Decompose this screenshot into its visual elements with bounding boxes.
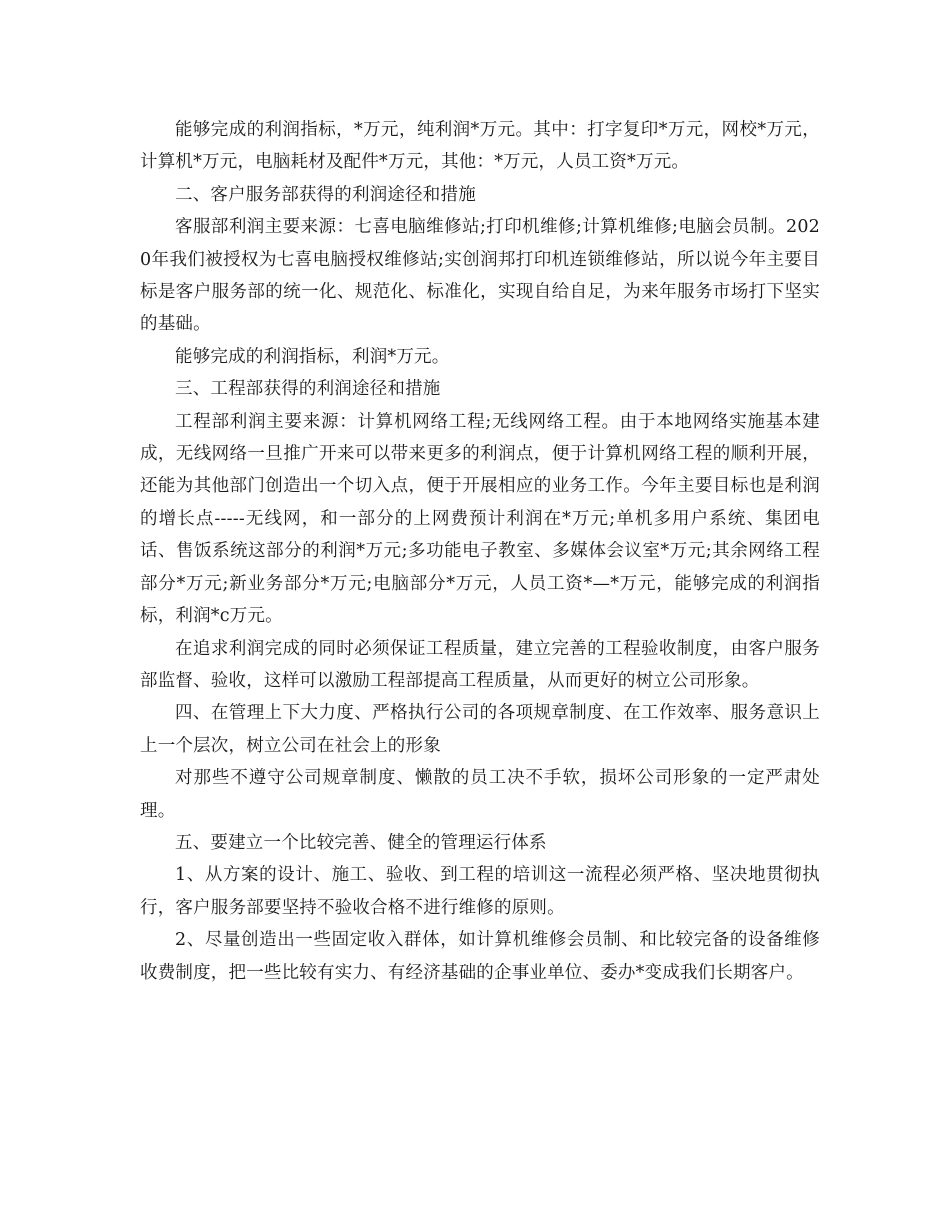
- heading-customer-service: 二、客户服务部获得的利润途径和措施: [175, 184, 476, 205]
- heading-management: 四、在管理上下大力度、严格执行公司的各项规章制度、在工作效率、服务意识上上一个层次，树立公司在社会上的形象: [140, 703, 820, 756]
- paragraph-engineering-quality: 在追求利润完成的同时必须保证工程质量，建立完善的工程验收制度，由客户服务部监督、验收，这样可以激励工程部提高工程质量，从而更好的树立公司形象。: [140, 638, 820, 691]
- paragraph-customer-service-sources: 客服部利润主要来源：七喜电脑维修站;打印机维修;计算机维修;电脑会员制。2020年我们被授权为七喜电脑授权维修站;实创润邦打印机连锁维修站，所以说今年主要目标是客户服务部的统一化、规范化、标准化，实现自给自足，为来年服务市场打下坚实的基础。: [140, 217, 820, 335]
- list-item-1: 1、从方案的设计、施工、验收、到工程的培训这一流程必须严格、坚决地贯彻执行，客户服务部要坚持不验收合格不进行维修的原则。: [140, 865, 820, 918]
- heading-management-system: 五、要建立一个比较完善、健全的管理运行体系: [175, 832, 547, 853]
- list-item-2: 2、尽量创造出一些固定收入群体，如计算机维修会员制、和比较完备的设备维修收费制度，把一些比较有实力、有经济基础的企事业单位、委办*变成我们长期客户。: [140, 930, 820, 983]
- paragraph-engineering-sources: 工程部利润主要来源：计算机网络工程;无线网络工程。由于本地网络实施基本建成，无线网络一旦推广开来可以带来更多的利润点，便于计算机网络工程的顺利开展，还能为其他部门创造出一个切入点，便于开展相应的业务工作。今年主要目标也是利润的增长点-----无线网，和一部分的上网费预计利润在*万元;单机多用户系统、集团电话、售饭系统这部分的利润*万元;多功能电子教室、多媒体会议室*万元;其余网络工程部分*万元;新业务部分*万元;电脑部分*万元，人员工资*—*万元，能够完成的利润指标，利润*c万元。: [140, 411, 820, 627]
- paragraph-customer-service-target: 能够完成的利润指标，利润*万元。: [175, 346, 450, 367]
- document-body: [140, 114, 820, 989]
- heading-engineering: 三、工程部获得的利润途径和措施: [175, 379, 441, 400]
- paragraph-profit-targets: 能够完成的利润指标，*万元，纯利润*万元。其中：打字复印*万元，网校*万元，计算机*万元，电脑耗材及配件*万元，其他：*万元，人员工资*万元。: [140, 120, 820, 173]
- paragraph-discipline: 对那些不遵守公司规章制度、懒散的员工决不手软，损坏公司形象的一定严肃处理。: [140, 768, 820, 821]
